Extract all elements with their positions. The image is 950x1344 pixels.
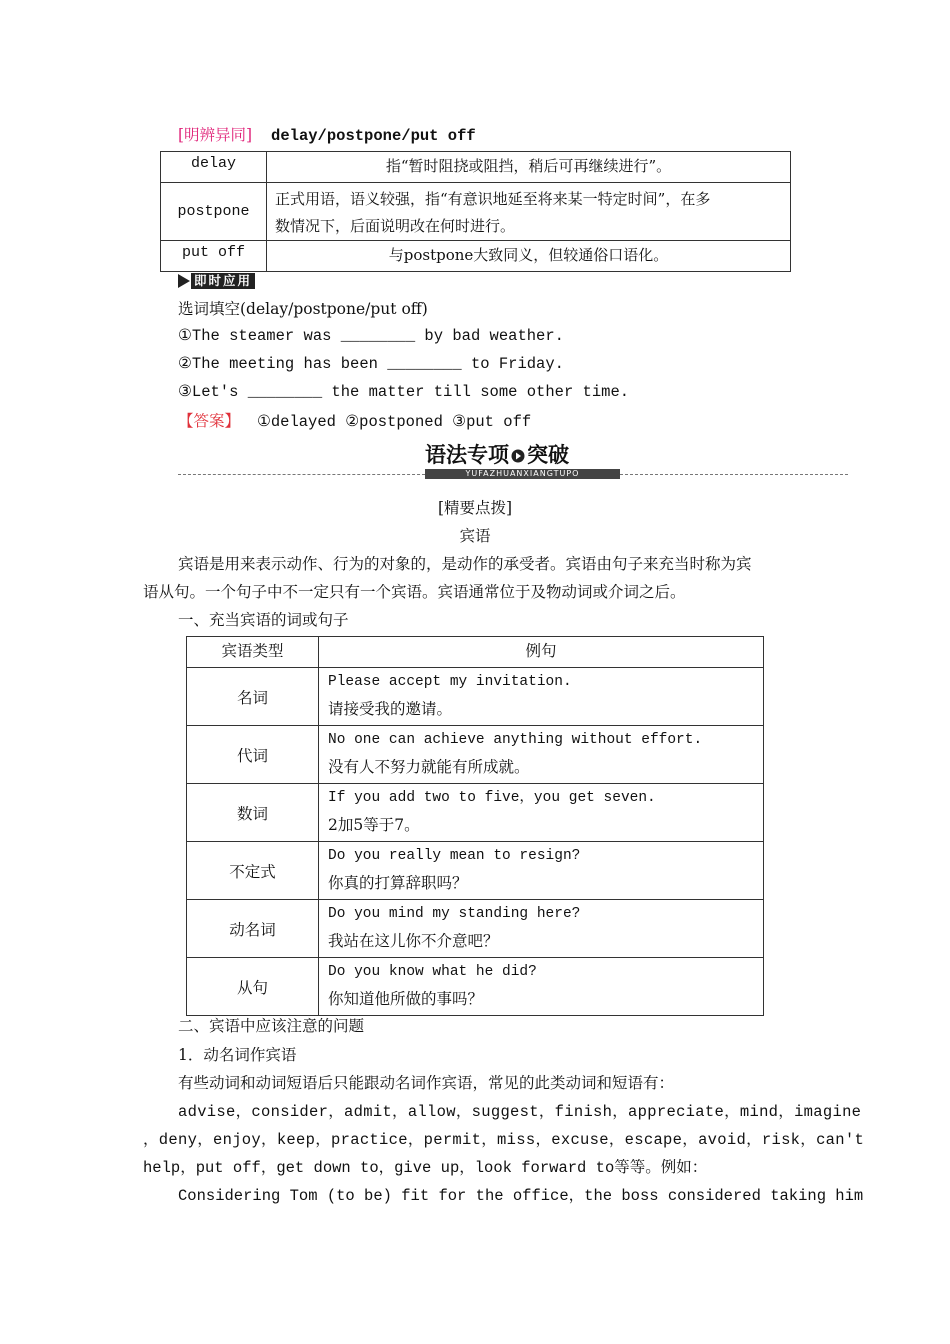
point-desc: 有些动词和动词短语后只能跟动名词作宾语，常见的此类动词和短语有： <box>178 1074 675 1092</box>
banner-title-a: 语法专项 <box>425 443 509 467</box>
verbs-list: advise，consider，admit，allow，suggest，finish，appreciate，mind，imagine <box>178 1103 862 1121</box>
example-zh: 没有人不努力就能有所成就。 <box>328 758 530 776</box>
word-cell: delay <box>161 152 267 183</box>
example-cell <box>319 900 764 958</box>
section-heading <box>178 123 476 145</box>
example-cell <box>319 668 764 726</box>
table-row <box>187 842 764 900</box>
example-cell <box>319 784 764 842</box>
point-title: 1．动名词作宾语 <box>178 1046 297 1064</box>
table-row <box>161 183 791 241</box>
intro-text: 语从句。一个句子中不一定只有一个宾语。宾语通常位于及物动词或介词之后。 <box>143 583 686 601</box>
example-cell <box>319 958 764 1016</box>
verbs-list: ，deny，enjoy，keep，practice，permit，miss，excuse，escape，avoid，risk，can't <box>143 1131 865 1149</box>
arrow-circle-icon <box>511 449 525 463</box>
answer-line <box>178 409 531 431</box>
type-cell: 不定式 <box>187 842 319 900</box>
object-types-table <box>186 636 764 1016</box>
table-row <box>161 152 791 183</box>
table-header-row <box>187 637 764 668</box>
answer-text: ①delayed ②postponed ③put off <box>256 413 532 431</box>
table-row <box>161 241 791 272</box>
example-zh: 请接受我的邀请。 <box>328 700 453 718</box>
section-one-title: 一、充当宾语的词或句子 <box>178 611 349 629</box>
table-row <box>187 900 764 958</box>
divider-right <box>620 474 848 475</box>
table-row <box>187 784 764 842</box>
banner-subtitle: YUFAZHUANXIANGTUPO <box>425 469 620 479</box>
banner-title-b: 突破 <box>527 443 569 467</box>
desc-line: 数情况下，后面说明改在何时进行。 <box>275 217 516 235</box>
divider-left <box>178 474 425 475</box>
example-zh: 我站在这儿你不介意吧？ <box>328 932 499 950</box>
section-title: delay/postpone/put off <box>271 127 476 145</box>
table-row <box>187 726 764 784</box>
practice-badge <box>178 272 255 290</box>
type-cell: 名词 <box>187 668 319 726</box>
play-triangle-icon <box>178 274 190 288</box>
type-cell: 数词 <box>187 784 319 842</box>
header-type: 宾语类型 <box>187 637 319 668</box>
badge-label: 即时应用 <box>191 273 255 289</box>
type-cell: 代词 <box>187 726 319 784</box>
desc-cell: 指“暂时阻挠或阻挡，稍后可再继续进行”。 <box>267 152 791 183</box>
distinguish-tag: [明辨异同] <box>178 126 253 144</box>
banner-title <box>425 440 620 470</box>
example-en: Do you know what he did? <box>328 964 537 980</box>
word-cell: put off <box>161 241 267 272</box>
practice-item: ②The meeting has been ________ to Friday. <box>178 355 564 373</box>
instruction-text: 选词填空(delay/postpone/put off) <box>178 300 428 318</box>
section-banner <box>425 440 620 480</box>
intro-text: 宾语是用来表示动作、行为的对象的，是动作的承受者。宾语由句子来充当时称为宾 <box>178 555 752 573</box>
example-zh: 你真的打算辞职吗？ <box>328 874 468 892</box>
practice-item: ③Let's ________ the matter till some other time. <box>178 383 630 401</box>
example-en: Do you really mean to resign? <box>328 848 581 864</box>
example-cell <box>319 726 764 784</box>
desc-cell <box>267 183 791 241</box>
example-zh: 2加5等于7。 <box>328 816 420 834</box>
example-sentence: Considering Tom (to be) fit for the office，the boss considered taking him <box>178 1187 864 1205</box>
desc-cell: 与postpone大致同义，但较通俗口语化。 <box>267 241 791 272</box>
grammar-heading: [精要点拨] <box>437 499 513 517</box>
type-cell: 从句 <box>187 958 319 1016</box>
table-row <box>187 668 764 726</box>
word-cell: postpone <box>161 183 267 241</box>
comparison-table <box>160 151 791 272</box>
type-cell: 动名词 <box>187 900 319 958</box>
practice-instruction <box>178 297 428 319</box>
verbs-list: help，put off，get down to，give up，look forward to等等。例如： <box>143 1159 708 1177</box>
practice-item: ①The steamer was ________ by bad weather. <box>178 327 564 345</box>
grammar-topic: 宾语 <box>459 527 491 545</box>
example-en: No one can achieve anything without effort. <box>328 732 703 748</box>
table-row <box>187 958 764 1016</box>
section-two-title: 二、宾语中应该注意的问题 <box>178 1017 365 1035</box>
example-en: Do you mind my standing here? <box>328 906 581 922</box>
desc-line: 正式用语，语义较强，指“有意识地延至将来某一特定时间”，在多 <box>275 190 711 208</box>
example-en: If you add two to five，you get seven. <box>328 790 656 806</box>
example-en: Please accept my invitation. <box>328 674 572 690</box>
example-cell <box>319 842 764 900</box>
answer-label: 【答案】 <box>178 412 241 430</box>
header-example: 例句 <box>319 637 764 668</box>
example-zh: 你知道他所做的事吗？ <box>328 990 484 1008</box>
